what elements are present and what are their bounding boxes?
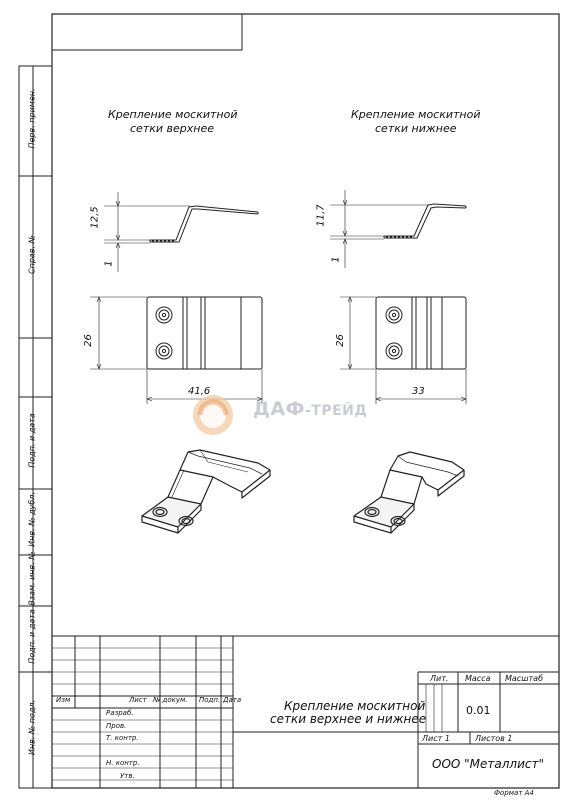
tb-row-nkontr: Н. контр.	[106, 759, 140, 767]
watermark-logo-icon	[190, 392, 246, 438]
upper-view-title-line2: сетки верхнее	[130, 122, 214, 135]
dim-upper-length: 41,6	[188, 386, 211, 397]
side-label-inv-podl: Инв. № подл.	[27, 699, 37, 756]
tb-row-tkontr: Т. контр.	[106, 734, 139, 742]
tb-lit-label: Лит.	[430, 674, 449, 683]
dim-lower-thickness: 1	[330, 256, 342, 263]
watermark	[190, 392, 390, 438]
side-label-podp-data-bottom: Подп. и дата	[27, 609, 37, 664]
lower-view-title-line2: сетки нижнее	[375, 122, 457, 135]
dim-lower-height: 11,7	[315, 204, 327, 227]
tb-row-prov: Пров.	[106, 722, 127, 730]
dim-lower-width: 26	[334, 334, 346, 347]
watermark-text	[253, 398, 367, 420]
tb-row-razrab: Разраб.	[106, 709, 134, 717]
upper-profile-view	[104, 192, 258, 272]
tb-col-podp: Подп.	[199, 696, 221, 704]
side-label-sprav-no: Справ. №	[27, 235, 37, 274]
side-label-vzam-inv: Взам. инв. №	[27, 551, 37, 606]
dim-upper-width: 26	[82, 334, 94, 347]
dim-lower-length: 33	[412, 386, 425, 397]
upper-view-title-line1: Крепление москитной	[108, 108, 238, 121]
watermark-suffix: -ТРЕЙД	[304, 403, 368, 419]
tb-col-doc: № докум.	[153, 696, 188, 704]
lower-profile-view	[330, 190, 466, 268]
dim-upper-height: 12,5	[89, 206, 101, 229]
lower-isometric-view	[354, 452, 464, 533]
side-label-inv-dubl: Инв. № дубл.	[27, 492, 37, 547]
tb-row-utv: Утв.	[120, 772, 135, 780]
tb-col-data: Дата	[223, 696, 242, 704]
tb-name-line1: Крепление москитной	[284, 699, 426, 713]
upper-isometric-view	[142, 450, 270, 533]
watermark-brand: ДАФ	[253, 398, 305, 420]
tb-col-list: Лист	[129, 696, 147, 704]
tb-sheet: Лист 1	[422, 734, 450, 743]
tb-mass-value: 0.01	[466, 704, 491, 717]
tb-company: ООО "Металлист"	[432, 757, 544, 771]
side-label-perv-primen: Перв. примен.	[27, 88, 37, 149]
tb-masshtab-label: Масштаб	[505, 674, 544, 683]
tb-col-izm: Изм	[56, 696, 71, 704]
side-label-podp-data-top: Подп. и дата	[27, 413, 37, 468]
tb-name-line2: сетки верхнее и нижнее	[270, 712, 427, 726]
upper-front-view	[90, 297, 262, 404]
lower-view-title-line1: Крепление москитной	[351, 108, 481, 121]
lower-front-view	[340, 297, 466, 404]
tb-sheets: Листов 1	[475, 734, 513, 743]
tb-massa-label: Масса	[465, 674, 491, 683]
dim-upper-thickness: 1	[103, 260, 115, 267]
tb-format: Формат А4	[494, 789, 534, 797]
